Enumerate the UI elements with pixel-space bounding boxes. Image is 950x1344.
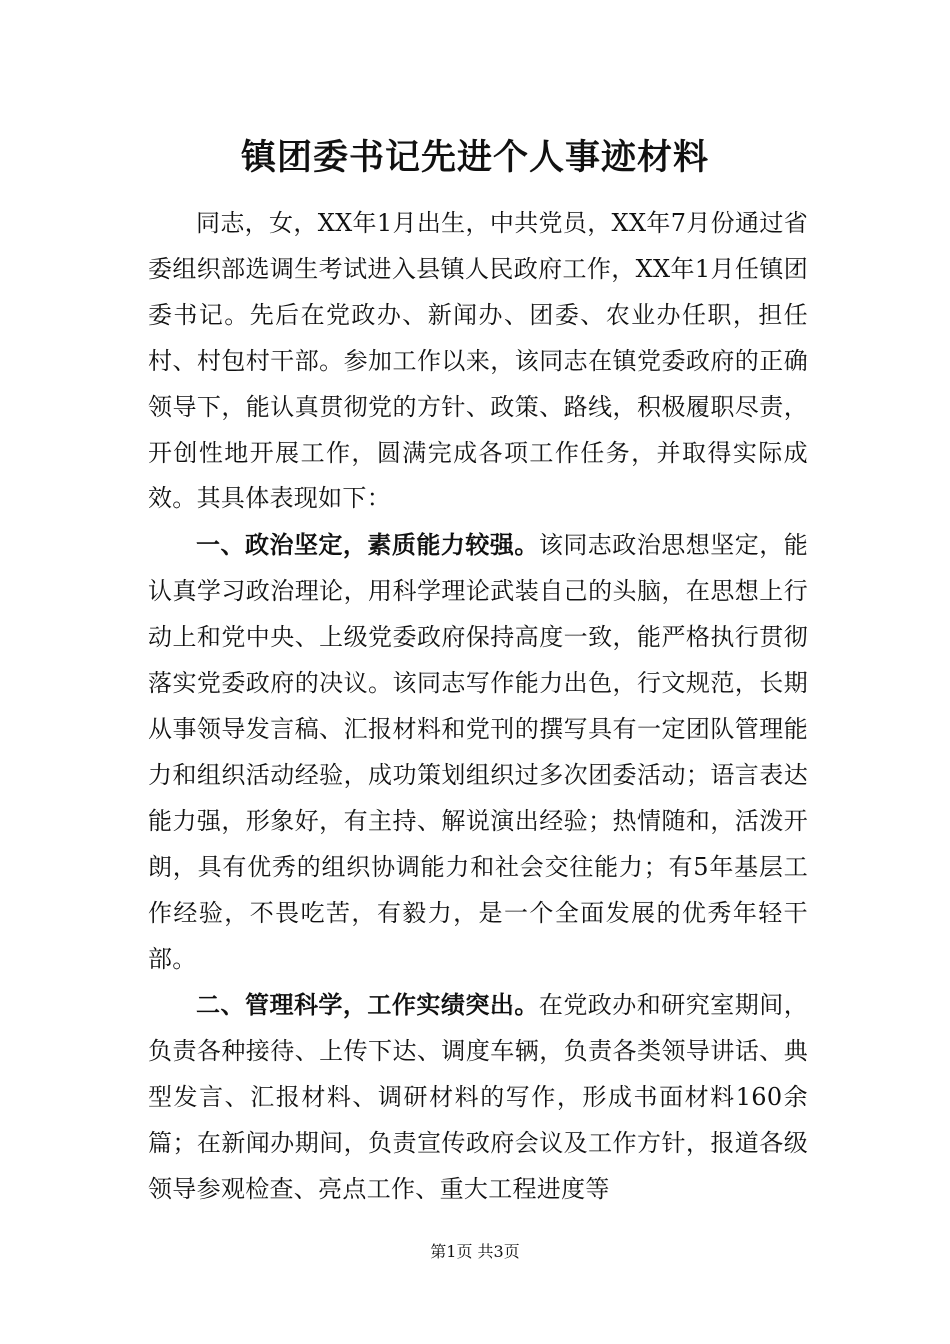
paragraph-political [148,522,808,982]
document-body [148,200,808,1213]
paragraph-intro [148,200,808,522]
paragraph-management [148,982,808,1213]
paragraph-text: 该同志政治思想坚定，能认真学习政治理论，用科学理论武装自己的头脑，在思想上行动上和党中央、上级党委政府保持高度一致，能严格执行贯彻落实党委政府的决议。该同志写作能力出色，行文规范，长期从事领导发言稿、汇报材料和党刊的撰写具有一定团队管理能力和组织活动经验，成功策划组织过多次团委活动；语言表达能力强，形象好，有主持、解说演出经验；热情随和，活泼开朗，具有优秀的组织协调能力和社会交往能力；有5年基层工作经验，不畏吃苦，有毅力，是一个全面发展的优秀年轻干部。 [148,531,808,973]
paragraph-text: 同志，女，XX年1月出生，中共党员，XX年7月份通过省委组织部选调生考试进入县镇人民政府工作，XX年1月任镇团委书记。先后在党政办、新闻办、团委、农业办任职，担任村、村包村干部。参加工作以来，该同志在镇党委政府的正确领导下，能认真贯彻党的方针、政策、路线，积极履职尽责，开创性地开展工作，圆满完成各项工作任务，并取得实际成效。其具体表现如下： [148,209,808,513]
paragraph-heading: 二、管理科学，工作实绩突出。 [196,990,539,1020]
document-title: 镇团委书记先进个人事迹材料 [240,137,709,178]
paragraph-text: 在党政办和研究室期间，负责各种接待、上传下达、调度车辆，负责各类领导讲话、典型发言、汇报材料、调研材料的写作，形成书面材料160余篇；在新闻办期间，负责宣传政府会议及工作方针，报道各级领导参观检查、亮点工作、重大工程进度等 [148,991,808,1204]
paragraph-heading: 一、政治坚定，素质能力较强。 [196,530,539,560]
page-number: 第1页 共3页 [430,1242,520,1261]
